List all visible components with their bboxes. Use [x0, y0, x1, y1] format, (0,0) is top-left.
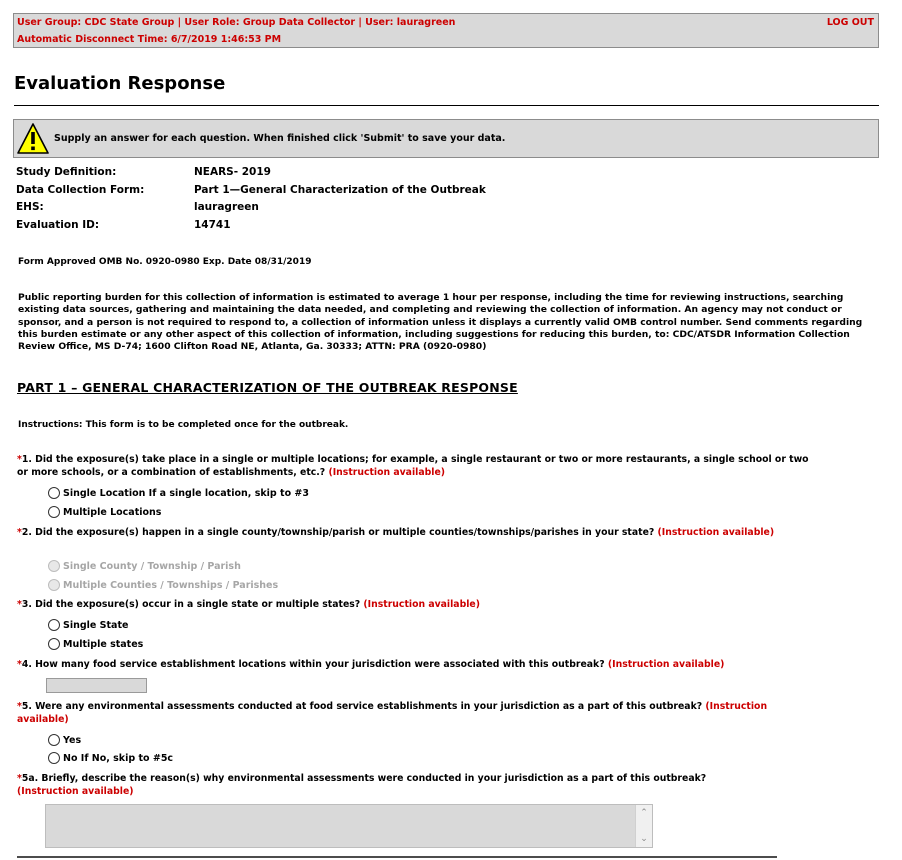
option-label: Yes [63, 734, 82, 746]
info-value: NEARS- 2019 [194, 166, 271, 178]
notice-banner [13, 119, 879, 158]
radio-button[interactable] [48, 487, 60, 499]
q3-option-multiple-states[interactable] [48, 638, 143, 650]
scroll-down-icon[interactable]: ⌄ [640, 834, 648, 844]
omb-approval: Form Approved OMB No. 0920-0980 Exp. Date 08/31/2019 [18, 257, 312, 267]
info-value: 14741 [194, 219, 231, 231]
q5-option-yes[interactable] [48, 734, 81, 746]
instruction-link[interactable]: (Instruction available) [17, 785, 134, 797]
radio-button[interactable] [48, 619, 60, 631]
logout-link[interactable]: LOG OUT [826, 17, 874, 28]
notice-message: Supply an answer for each question. When finished click 'Submit' to save your data. [54, 133, 506, 144]
info-label: Evaluation ID: [16, 219, 100, 231]
radio-button[interactable] [48, 638, 60, 650]
warning-icon [16, 122, 50, 156]
info-value: lauragreen [194, 201, 259, 213]
question-3 [17, 599, 817, 612]
page-title: Evaluation Response [14, 73, 226, 94]
option-label: Single Location If a single location, skip to #3 [63, 487, 309, 499]
title-divider [14, 105, 879, 106]
instruction-link[interactable]: (Instruction available) [657, 527, 775, 538]
question-1 [17, 454, 817, 479]
info-label: EHS: [16, 201, 44, 213]
option-label: No If No, skip to #5c [63, 752, 174, 764]
disconnect-time: Automatic Disconnect Time: 6/7/2019 1:46:53 PM [17, 34, 282, 45]
instruction-link[interactable]: (Instruction available) [607, 659, 725, 670]
info-label: Study Definition: [16, 166, 117, 178]
reason-textarea[interactable] [45, 804, 653, 848]
session-bar [13, 13, 879, 48]
instruction-link[interactable]: (Instruction available) [328, 466, 445, 478]
question-text: 5. Were any environmental assessments conducted at food service establishments in your jurisdiction as a part of this outbreak? [21, 701, 703, 712]
instruction-link[interactable]: (Instruction available) [363, 599, 480, 610]
section-title: PART 1 – GENERAL CHARACTERIZATION OF THE OUTBREAK RESPONSE [17, 380, 518, 395]
q1-option-multiple-locations[interactable] [48, 506, 161, 518]
option-label: Single County / Township / Parish [63, 560, 241, 572]
question-text: 1. Did the exposure(s) take place in a single or multiple locations; for example, a single restaurant or two or more restaurants, a single school or two or more schools, or a combination of establishments, etc.? [17, 454, 809, 478]
radio-button [48, 579, 60, 591]
q2-option-single-county [48, 560, 241, 572]
question-text: 2. Did the exposure(s) happen in a single county/township/parish or multiple counties/townships/parishes in your state? [21, 527, 655, 538]
establishment-count-input[interactable] [46, 678, 147, 693]
question-text: 3. Did the exposure(s) occur in a single state or multiple states? [21, 599, 361, 610]
instruction-link[interactable]: (Instruction available) [17, 701, 768, 725]
info-value: Part 1—General Characterization of the Outbreak [194, 184, 486, 196]
question-text: 4. How many food service establishment locations within your jurisdiction were associated with this outbreak? [21, 659, 605, 670]
required-marker: * [17, 454, 22, 465]
radio-button[interactable] [48, 752, 60, 764]
radio-button[interactable] [48, 506, 60, 518]
required-marker: * [17, 599, 22, 610]
form-instructions: Instructions: This form is to be completed once for the outbreak. [18, 420, 349, 430]
q3-option-single-state[interactable] [48, 619, 128, 631]
user-info: User Group: CDC State Group | User Role: Group Data Collector | User: lauragreen [17, 17, 456, 28]
question-5 [17, 701, 817, 726]
required-marker: * [17, 527, 22, 538]
next-question-cutoff [17, 852, 777, 860]
question-text: 5a. Briefly, describe the reason(s) why environmental assessments were conducted in your jurisdiction as a part of this outbreak? [21, 773, 707, 784]
question-4 [17, 659, 817, 672]
info-label: Data Collection Form: [16, 184, 145, 196]
q1-option-single-location[interactable] [48, 487, 309, 499]
textarea-scrollbar[interactable] [635, 805, 652, 847]
radio-button[interactable] [48, 734, 60, 746]
option-label: Multiple states [63, 638, 144, 650]
required-marker: * [17, 773, 22, 784]
burden-statement: Public reporting burden for this collection of information is estimated to average 1 hour per response, including the time for reviewing instructions, searching existing data sources, gathering and maintaining the data needed, and completing and reviewing the collection of information. An agency may not conduct or sponsor, and a person is not required to respond to, a collection of information unless it displays a currently valid OMB control number. Send comments regarding this burden estimate or any other aspect of this collection of information, including suggestions for reducing this burden, to: CDC/ATSDR Information Collection Review Office, MS D-74; 1600 Clifton Road NE, Atlanta, Ga. 30333; ATTN: PRA (0920-0980) [18, 292, 863, 353]
radio-button [48, 560, 60, 572]
question-5a [17, 773, 817, 798]
question-2 [17, 527, 817, 540]
scroll-up-icon[interactable]: ⌃ [640, 808, 648, 818]
required-marker: * [17, 701, 22, 712]
option-label: Multiple Locations [63, 506, 162, 518]
q2-option-multiple-counties [48, 579, 278, 591]
required-marker: * [17, 659, 22, 670]
option-label: Single State [63, 619, 129, 631]
option-label: Multiple Counties / Townships / Parishes [63, 579, 279, 591]
q5-option-no[interactable] [48, 752, 173, 764]
